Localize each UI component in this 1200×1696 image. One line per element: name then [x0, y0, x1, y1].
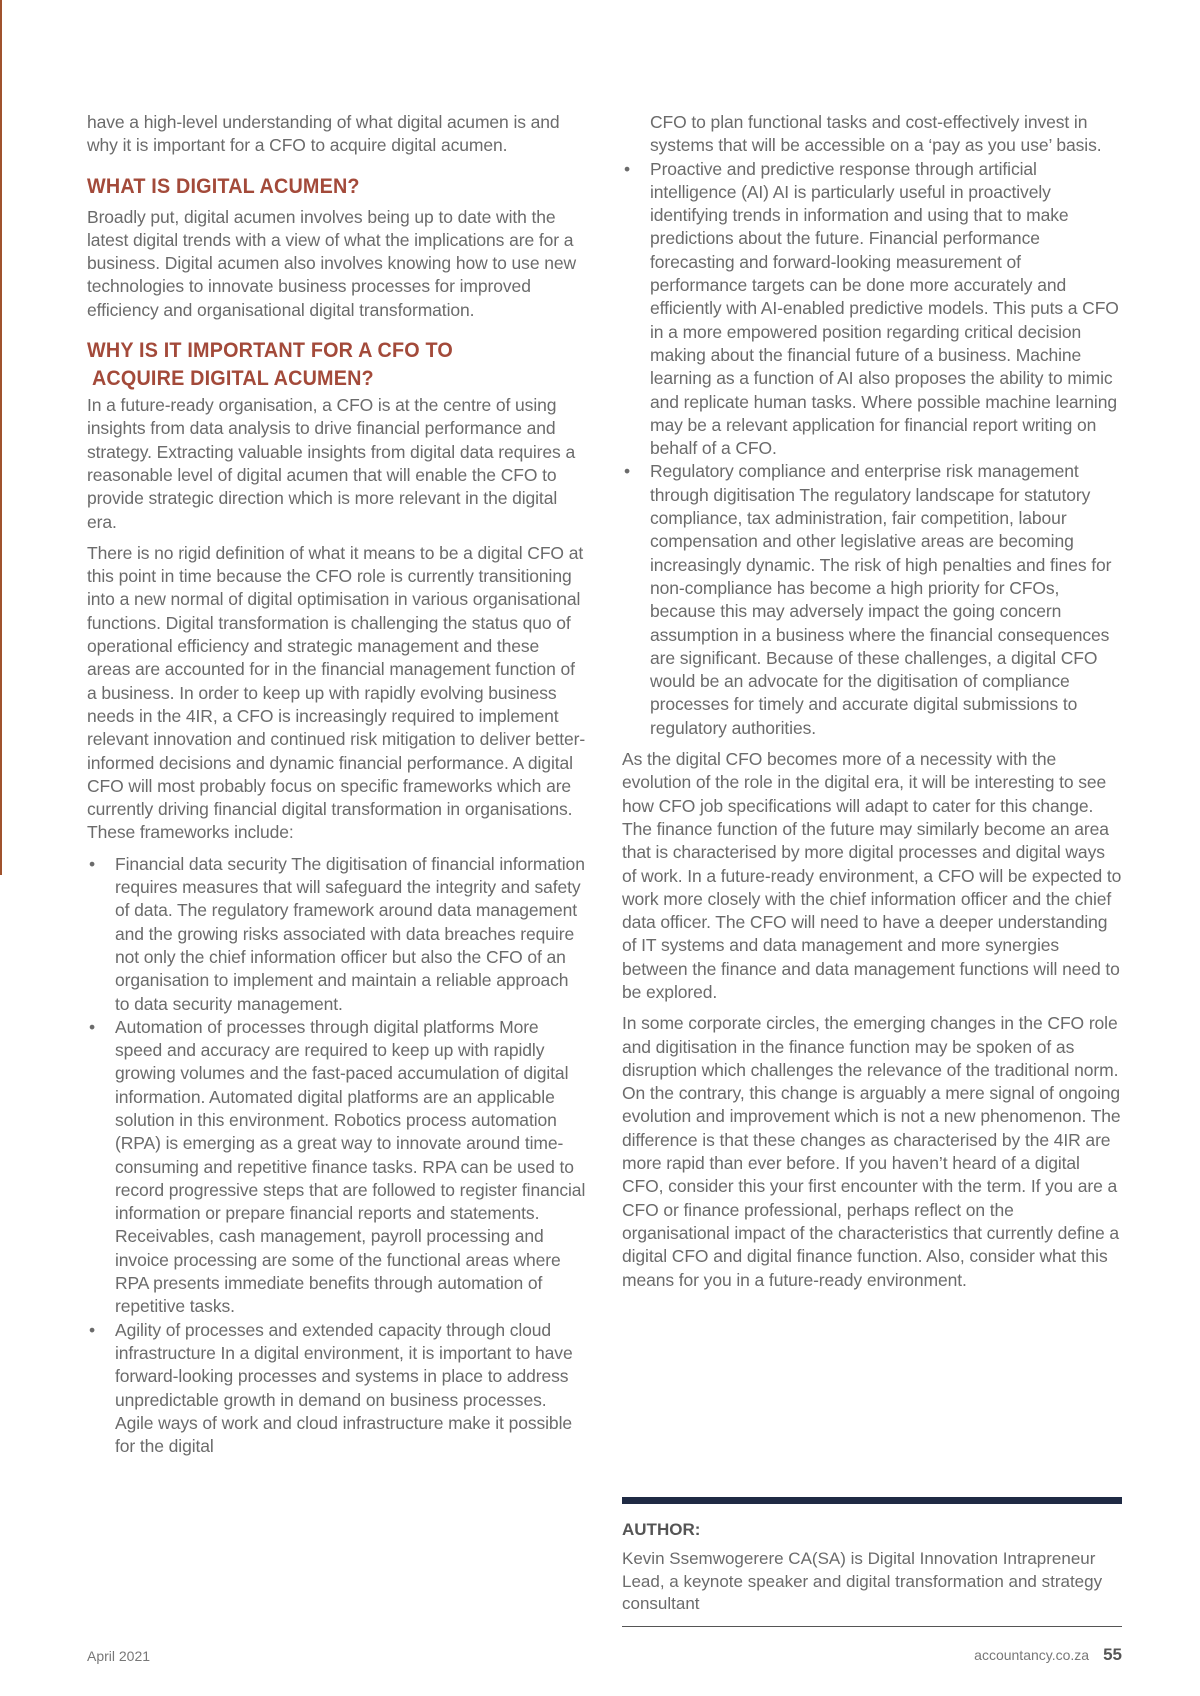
heading-line-2: ACQUIRE DIGITAL ACUMEN? — [87, 366, 374, 391]
section-heading-why-important — [87, 336, 547, 392]
left-column — [87, 111, 587, 1466]
author-bottom-rule — [622, 1626, 1122, 1627]
heading-line-1: WHY IS IT IMPORTANT FOR A CFO TO — [87, 338, 453, 363]
frameworks-list-continued — [622, 158, 1122, 740]
list-item: • Automation of processes through digital platforms More speed and accuracy are required to keep up with rapidly growing volumes and the fast-paced accumulation of digital information. Automated digital platforms are an applicable solution in this environment. Robotics process automation (RPA) is emerging as a great way to innovate around time-consuming and repetitive finance tasks. RPA can be used to record progressive steps that are followed to register financial information or prepare financial reports and statements. Receivables, cash management, payroll processing and invoice processing are some of the functional areas where RPA presents immediate benefits through automation of repetitive tasks. — [89, 1016, 586, 1317]
bullet-icon: • — [624, 461, 631, 482]
paragraph-necessity: As the digital CFO becomes more of a necessity with the evolution of the role in the digital era, it will be interesting to see how CFO job specifications will adapt to cater for this change. The finance function of the future may similarly become an area that is characterised by more digital processes and digital ways of work. In a future-ready environment, a CFO will be expected to work more closely with the chief information officer and the chief data officer. The CFO will need to have a deeper understanding of IT systems and data management and more synergies between the finance and data management functions will need to be explored. — [622, 749, 1122, 1002]
footer-date: April 2021 — [87, 1648, 151, 1664]
list-item: • Financial data security The digitisation of financial information requires measures that will safeguard the integrity and safety of data. The regulatory framework around data management and the growing risks associated with data breaches require not only the chief information officer but also the CFO of an organisation to implement and maintain a reliable approach to data security management. — [89, 853, 585, 1014]
intro-paragraph: have a high-level understanding of what digital acumen is and why it is important for a CFO to acquire digital acumen. — [87, 112, 560, 156]
author-label: AUTHOR: — [622, 1520, 701, 1539]
bullet-icon: • — [89, 1319, 96, 1340]
page-edge-accent-line — [0, 0, 2, 875]
author-top-rule — [622, 1497, 1122, 1504]
section-heading-what-is: WHAT IS DIGITAL ACUMEN? — [87, 173, 360, 198]
paragraph-future-ready: In a future-ready organisation, a CFO is at the centre of using insights from data analysis to drive financial performance and strategy. Extracting valuable insights from digital data requires a reasonable level of digital acumen that will enable the CFO to provide strategic direction which is more relevant in the digital era. — [87, 395, 576, 532]
author-box — [622, 1497, 1122, 1627]
footer-right — [974, 1645, 1122, 1665]
list-item: • Proactive and predictive response through artificial intelligence (AI) AI is particularly useful in proactively identifying trends in information and using that to make predictions about the future. Financial performance forecasting and forward-looking measurement of performance targets can be done more accurately and efficiently with AI-enabled predictive models. This puts a CFO in a more empowered position regarding critical decision making about the financial future of a business. Machine learning as a function of AI also proposes the ability to mimic and replicate human tasks. Where possible machine learning may be a relevant application for financial report writing on behalf of a CFO. — [624, 158, 1119, 459]
footer-site: accountancy.co.za — [974, 1647, 1090, 1663]
bullet-icon: • — [89, 1016, 96, 1037]
bullet-icon: • — [89, 853, 96, 874]
list-continuation-text: CFO to plan functional tasks and cost-effectively invest in systems that will be accessible on a ‘pay as you use’ basis. — [650, 112, 1102, 156]
page-number: 55 — [1103, 1645, 1122, 1664]
author-bio: Kevin Ssemwogerere CA(SA) is Digital Innovation Intrapreneur Lead, a keynote speaker and digital transformation and strategy consultant — [622, 1549, 1103, 1613]
paragraph-no-rigid-definition: There is no rigid definition of what it means to be a digital CFO at this point in time because the CFO role is currently transitioning into a new normal of digital optimisation in various organisational functions. Digital transformation is challenging the status quo of operational efficiency and strategic management and these areas are accounted for in the financial management function of a business. In order to keep up with rapidly evolving business needs in the 4IR, a CFO is increasingly required to implement relevant innovation and continued risk mitigation to deliver better-informed decisions and dynamic financial performance. A digital CFO will most probably focus on specific frameworks which are currently driving financial digital transformation in organisations. These frameworks include: — [87, 542, 586, 843]
paragraph-corporate-circles: In some corporate circles, the emerging changes in the CFO role and digitisation in the finance function may be spoken of as disruption which challenges the relevance of the traditional norm. On the contrary, this change is arguably a mere signal of ongoing evolution and improvement which is not a new phenomenon. The difference is that these changes as characterised by the 4IR are more rapid than ever before. If you haven’t heard of a digital CFO, consider this your first encounter with the term. If you are a CFO or finance professional, perhaps reflect on the organisational impact of the characteristics that currently define a digital CFO and digital finance function. Also, consider what this means for you in a future-ready environment. — [622, 1013, 1121, 1290]
list-item: • Regulatory compliance and enterprise risk management through digitisation The regulatory landscape for statutory compliance, tax administration, fair competition, labour compensation and other legislative areas are becoming increasingly dynamic. The risk of high penalties and fines for non-compliance has become a high priority for CFOs, because this may adversely impact the going concern assumption in a business where the financial consequences are significant. Because of these challenges, a digital CFO would be an advocate for the digitisation of compliance processes for timely and accurate digital submissions to regulatory authorities. — [624, 461, 1112, 738]
paragraph-definition: Broadly put, digital acumen involves being up to date with the latest digital trends with a view of what the implications are for a business. Digital acumen also involves knowing how to use new technologies to innovate business processes for improved efficiency and organisational digital transformation. — [87, 206, 577, 320]
right-column — [622, 111, 1122, 1300]
list-item: • Agility of processes and extended capacity through cloud infrastructure In a digital environment, it is important to have forward-looking processes and systems in place to address unpredictable growth in demand on business processes. Agile ways of work and cloud infrastructure make it possible for the digital — [89, 1319, 573, 1457]
bullet-icon: • — [624, 158, 631, 179]
frameworks-list — [87, 853, 587, 1459]
